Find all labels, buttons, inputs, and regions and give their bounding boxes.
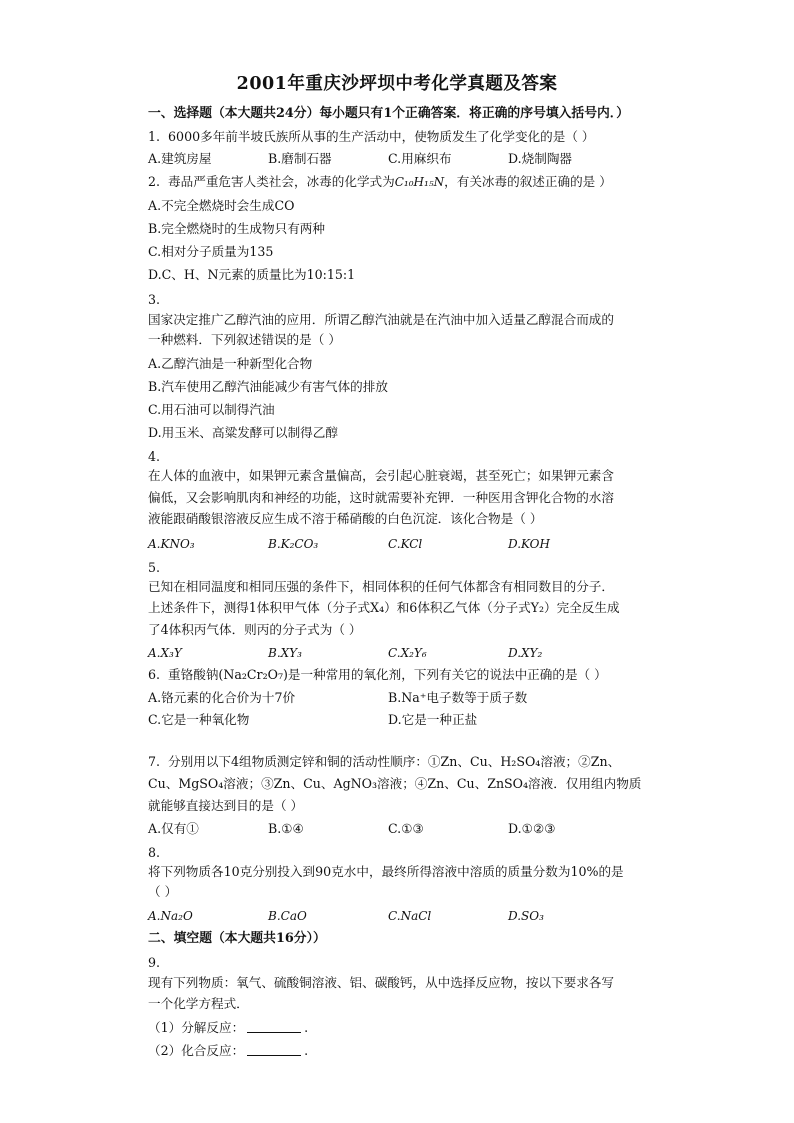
q8-option-b: B.CaO [268,909,307,923]
q8-option-d: D.SO₃ [508,909,544,923]
q5-option-c: C.X₂Y₆ [388,646,427,660]
question-4-stem-2: 偏低，又会影响肌肉和神经的功能，这时就需要补充钾．一种医用含钾化合物的水溶 [148,490,614,505]
q5-option-d: D.XY₂ [508,646,543,660]
question-number: 7. [148,754,161,769]
question-3-number: 3. [148,292,161,307]
question-6 [148,667,607,683]
question-8-stem-1: 将下列物质各10克分别投入到90克水中，最终所得溶液中溶质的质量分数为10%的是 [148,864,624,879]
question-5-stem-3: 了4体积丙气体．则丙的分子式为（ ） [148,622,362,637]
question-9-sub-2: （2）化合反应： . [148,1043,309,1058]
question-7-stem-2: Cu、MgSO₄溶液；③Zn、Cu、AgNO₃溶液；④Zn、Cu、ZnSO₄溶液．仅用组内物质 [148,776,642,791]
answer-blank[interactable] [247,1044,301,1056]
q1-option-a: A.建筑房屋 [148,151,212,166]
question-9-stem-1: 现有下列物质：氧气、硫酸铜溶液、铝、碳酸钙，从中选择反应物，按以下要求各写 [148,975,614,990]
q4-option-d: D.KOH [508,537,550,551]
question-5-number: 5. [148,560,161,575]
section-1-header: 一、选择题（本大题共24分）每小题只有1个正确答案．将正确的序号填入括号内．） [148,106,629,121]
q2-option-c: C.相对分子质量为135 [148,244,274,259]
section-2-header: 二、填空题（本大题共16分）） [148,931,326,946]
question-stem: ，有关冰毒的叙述正确的是 ） [444,174,612,189]
question-9-number: 9. [148,955,161,970]
question-1 [148,129,595,145]
q5-option-b: B.XY₃ [268,646,302,660]
question-4-stem-3: 液能跟硝酸银溶液反应生成不溶于稀硝酸的白色沉淀．该化合物是（ ） [148,511,543,526]
question-number: 6. [148,667,161,682]
q3-option-d: D.用玉米、高粱发酵可以制得乙醇 [148,425,338,440]
q2-option-b: B.完全燃烧时的生成物只有两种 [148,221,325,236]
q1-option-c: C.用麻织布 [388,151,452,166]
question-9-sub-1: （1）分解反应： . [148,1020,309,1035]
sub-question-label: （1）分解反应： [148,1020,245,1035]
question-stem: 重铬酸钠(Na₂Cr₂O₇)是一种常用的氧化剂，下列有关它的说法中正确的是（ ） [168,667,607,682]
question-3-stem-1: 国家决定推广乙醇汽油的应用．所谓乙醇汽油就是在汽油中加入适量乙醇混合而成的 [148,312,614,327]
question-7 [148,754,620,770]
q3-option-c: C.用石油可以制得汽油 [148,402,275,417]
q3-option-b: B.汽车使用乙醇汽油能减少有害气体的排放 [148,379,388,394]
question-8-number: 8. [148,845,161,860]
question-number: 2. [148,174,161,189]
q4-option-b: B.K₂CO₃ [268,537,319,551]
q6-option-c: C.它是一种氧化物 [148,712,250,727]
q8-option-a: A.Na₂O [148,909,193,923]
q2-option-d: D.C、H、N元素的质量比为10:15:1 [148,267,356,282]
q7-option-b: B.①④ [268,821,304,836]
q6-option-b: B.Na⁺电子数等于质子数 [388,690,528,705]
question-9-stem-2: 一个化学方程式． [148,996,249,1011]
question-7-stem-3: 就能够直接达到目的是（ ） [148,798,304,813]
q5-option-a: A.X₃Y [148,646,182,660]
q7-option-c: C.①③ [388,821,424,836]
question-4-number: 4. [148,449,161,464]
question-3-stem-2: 一种燃料．下列叙述错误的是（ ） [148,332,341,347]
answer-blank[interactable] [247,1021,301,1033]
q2-option-a: A.不完全燃烧时会生成CO [148,198,295,213]
question-4-stem-1: 在人体的血液中，如果钾元素含量偏高，会引起心脏衰竭，甚至死亡；如果钾元素含 [148,468,614,483]
formula: C₁₀H₁₅N [394,175,445,189]
question-stem: 分别用以下4组物质测定锌和铜的活动性顺序：①Zn、Cu、H₂SO₄溶液；②Zn、 [168,754,621,769]
sub-question-label: （2）化合反应： [148,1043,245,1058]
question-stem: 毒品严重危害人类社会，冰毒的化学式为 [168,174,395,189]
q3-option-a: A.乙醇汽油是一种新型化合物 [148,356,313,371]
q1-option-b: B.磨制石器 [268,151,332,166]
question-stem: 6000多年前半坡氏族所从事的生产活动中，使物质发生了化学变化的是（ ） [168,129,595,144]
q7-option-a: A.仅有① [148,821,199,836]
q4-option-c: C.KCl [388,537,423,551]
question-5-stem-1: 已知在相同温度和相同压强的条件下，相同体积的任何气体都含有相同数目的分子． [148,579,614,594]
q6-option-d: D.它是一种正盐 [388,712,478,727]
question-2 [148,174,612,190]
page-title: 2001年重庆沙坪坝中考化学真题及答案 [236,74,558,94]
q6-option-a: A.铬元素的化合价为十7价 [148,690,296,705]
question-8-stem-2: （ ） [148,884,178,899]
q8-option-c: C.NaCl [388,909,432,923]
q7-option-d: D.①②③ [508,821,556,836]
q1-option-d: D.烧制陶器 [508,151,573,166]
question-number: 1. [148,129,161,144]
q4-option-a: A.KNO₃ [148,537,195,551]
question-5-stem-2: 上述条件下，测得1体积甲气体（分子式X₄）和6体积乙气体（分子式Y₂）完全反生成 [148,600,620,615]
